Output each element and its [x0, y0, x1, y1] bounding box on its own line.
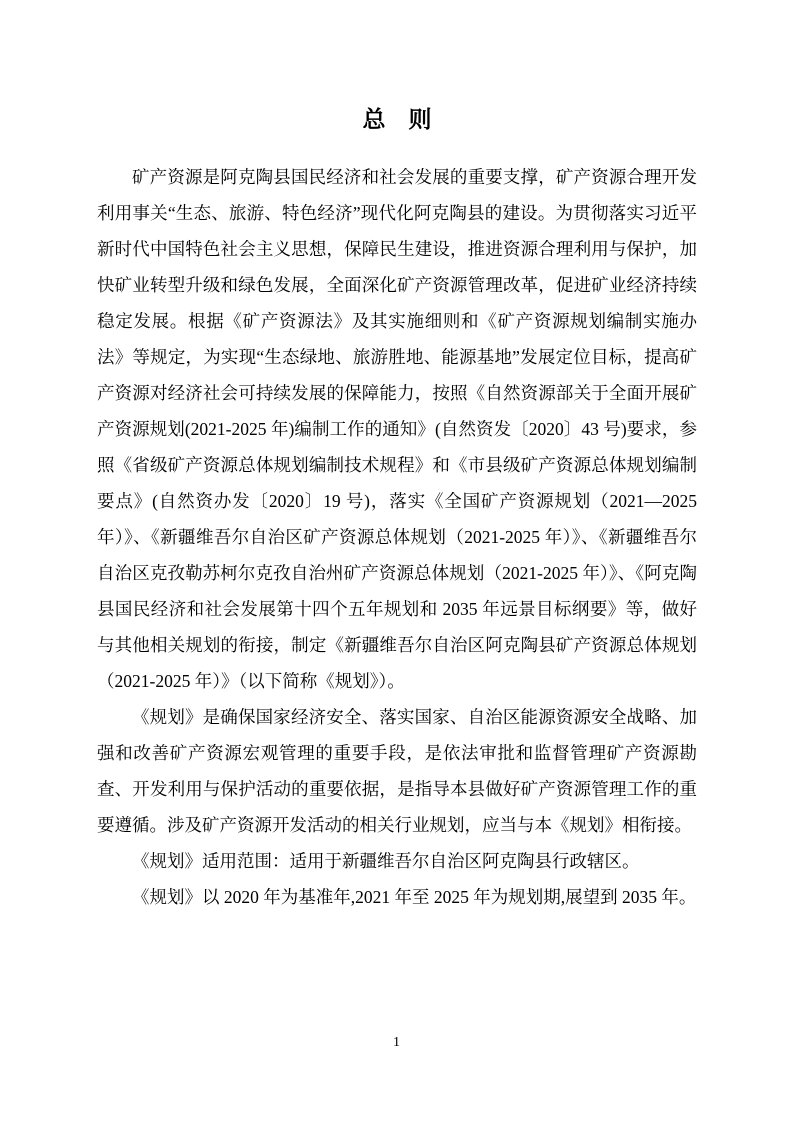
document-title: 总 则 — [362, 107, 432, 132]
paragraph-scope: 《规划》适用范围：适用于新疆维吾尔自治区阿克陶县行政辖区。 — [132, 851, 640, 871]
paragraph-period: 《规划》以 2020 年为基准年,2021 年至 2025 年为规划期,展望到 2035 年。 — [132, 887, 697, 907]
paragraph-intro: 矿产资源是阿克陶县国民经济和社会发展的重要支撑，矿产资源合理开发利用事关“生态、旅游、特色经济”现代化阿克陶县的建设。为贯彻落实习近平新时代中国特色社会主义思想，保障民生建设，推进资源合理利用与保护，加快矿业转型升级和绿色发展，全面深化矿产资源管理改革，促进矿业经济持续稳定发展。根据《矿产资源法》及其实施细则和《矿产资源规划编制实施办法》等规定，为实现“生态绿地、旅游胜地、能源基地”发展定位目标，提高矿产资源对经济社会可持续发展的保障能力，按照《自然资源部关于全面开展矿产资源规划(2021-2025 年)编制工作的通知》(自然资发〔2020〕43 号)要求，参照《省级矿产资源总体规划编制技术规程》和《市县级矿产资源总体规划编制要点》(自然资办发〔2020〕19 号)，落实《全国矿产资源规划（2021—2025 年）》、《新疆维吾尔自治区矿产资源总体规划（2021-2025 年）》、《新疆维吾尔自治区克孜勒苏柯尔克孜自治州矿产资源总体规划（2021-2025 年）》、《阿克陶县国民经济和社会发展第十四个五年规划和 2035 年远景目标纲要》等，做好与其他相关规划的衔接，制定《新疆维吾尔自治区阿克陶县矿产资源总体规划（2021-2025 年）》（以下简称《规划》）。 — [97, 167, 697, 691]
page-number: 1 — [393, 1035, 400, 1050]
document-content — [97, 104, 697, 915]
paragraph-plan-role: 《规划》是确保国家经济安全、落实国家、自治区能源资源安全战略、加强和改善矿产资源宏观管理的重要手段，是依法审批和监督管理矿产资源勘查、开发利用与保护活动的重要依据，是指导本县做好矿产资源管理工作的重要遵循。涉及矿产资源开发活动的相关行业规划，应当与本《规划》相衔接。 — [97, 707, 697, 835]
